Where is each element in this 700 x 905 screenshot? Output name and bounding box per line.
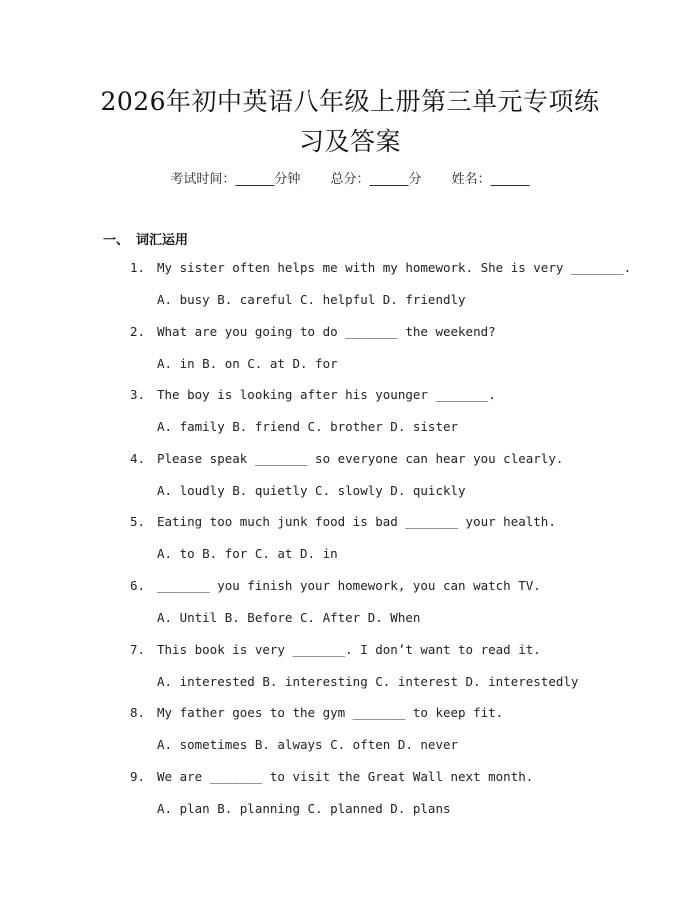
exam-score: 总分：______分 xyxy=(330,172,422,187)
question-item xyxy=(0,254,700,318)
question-text: My sister often helps me with my homework. She is very _______. xyxy=(157,260,632,275)
question-number: 7. xyxy=(130,641,146,657)
question-number: 4. xyxy=(130,450,146,466)
question-options: A. loudly B. quietly C. slowly D. quickly xyxy=(157,482,466,498)
question-number: 1. xyxy=(130,260,146,275)
section-heading xyxy=(103,229,188,248)
section-title: 词汇运用 xyxy=(136,233,189,248)
question-options: A. interested B. interesting C. interest D. interestedly xyxy=(157,673,579,689)
question-options: A. to B. for C. at D. in xyxy=(157,546,338,562)
question-options: A. family B. friend C. brother D. sister xyxy=(157,419,459,435)
question-number: 6. xyxy=(130,577,146,593)
title-line-2: 习及答案 xyxy=(298,127,401,156)
question-text: This book is very _______. I don’t want to read it. xyxy=(157,641,541,657)
question-item xyxy=(0,636,700,700)
exam-name: 姓名：______ xyxy=(451,172,530,187)
question-text: Please speak _______ so everyone can hear you clearly. xyxy=(157,450,564,466)
question-number: 5. xyxy=(130,514,146,530)
question-text: My father goes to the gym _______ to keep fit. xyxy=(157,705,504,721)
question-item xyxy=(0,699,700,763)
question-item xyxy=(0,508,700,572)
question-number: 8. xyxy=(130,705,146,721)
question-options: A. in B. on C. at D. for xyxy=(157,355,338,371)
question-item xyxy=(0,318,700,382)
question-item xyxy=(0,445,700,509)
question-text: _______ you finish your homework, you can watch TV. xyxy=(157,577,541,593)
question-item xyxy=(0,572,700,636)
question-options: A. busy B. careful C. helpful D. friendly xyxy=(157,292,466,307)
section-number: 一、 xyxy=(103,233,130,248)
question-number: 3. xyxy=(130,387,146,403)
question-text: We are _______ to visit the Great Wall next month. xyxy=(157,768,534,784)
question-text: Eating too much junk food is bad _______ your health. xyxy=(157,514,556,530)
question-list xyxy=(0,254,700,826)
question-options: A. sometimes B. always C. often D. never xyxy=(157,737,459,753)
question-options: A. plan B. planning C. planned D. plans xyxy=(157,800,451,816)
page-title xyxy=(0,82,700,162)
question-options: A. Until B. Before C. After D. When xyxy=(157,609,421,625)
exam-info xyxy=(0,168,700,187)
question-item xyxy=(0,381,700,445)
question-number: 9. xyxy=(130,768,146,784)
exam-time: 考试时间：______分钟 xyxy=(170,172,301,187)
question-text: What are you going to do _______ the weekend? xyxy=(157,323,496,339)
question-item xyxy=(0,763,700,827)
question-text: The boy is looking after his younger _______. xyxy=(157,387,496,403)
title-line-1: 2026年初中英语八年级上册第三单元专项练 xyxy=(100,87,600,116)
question-number: 2. xyxy=(130,323,146,339)
